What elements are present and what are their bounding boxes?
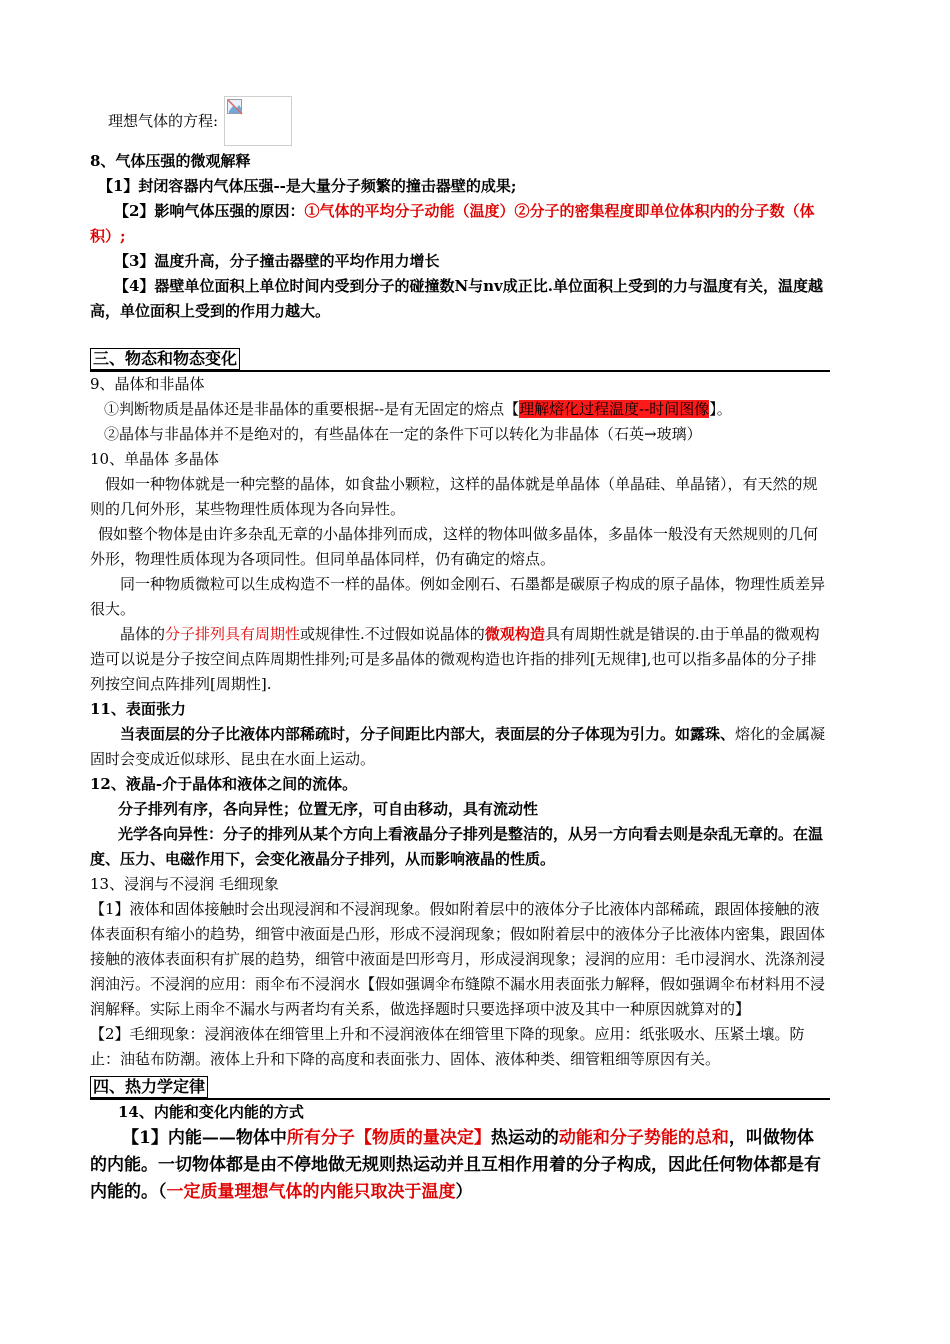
section-14-p1-red3: 一定质量理想气体的内能只取决于温度 xyxy=(166,1182,456,1202)
section-9-p1-b: 】。 xyxy=(709,400,732,418)
section-12-p1: 分子排列有序，各向异性；位置无序，可自由移动，具有流动性 xyxy=(118,800,539,818)
section-10-p4-red2: 微观构造 xyxy=(484,625,545,643)
section-9-p1-highlight: 理解熔化过程温度--时间图像 xyxy=(519,400,710,418)
section-10-p2: 假如整个物体是由许多杂乱无章的小晶体排列而成，这样的物体叫做多晶体，多晶体一般没有天然规则的几何外形，物理性质体现为各项同性。但同单晶体同样，仍有确定的熔点。 xyxy=(90,525,819,568)
document-page xyxy=(90,95,830,1206)
section-8-p2-red: ①气体的平均分子动能（温度）②分子的密集程度即单位体积内的分子数（体积）; xyxy=(90,202,815,245)
broken-image-icon xyxy=(224,96,292,146)
section-8-p1: 【1】封闭容器内气体压强--是大量分子频繁的撞击器壁的成果; xyxy=(98,177,517,195)
section-13-p2: 【2】毛细现象：浸润液体在细管里上升和不浸润液体在细管里下降的现象。应用：纸张吸水、压紧土壤。防止：油毡布防潮。液体上升和下降的高度和表面张力、固体、液体种类、细管粗细等原因有关。 xyxy=(90,1025,805,1068)
section-10-p1: 假如一种物体就是一种完整的晶体，如食盐小颗粒，这样的晶体就是单晶体（单晶硅、单晶锗），有天然的规则的几何外形，某些物理性质体现为各向异性。 xyxy=(90,475,818,518)
section-14-p1-a: 【1】内能——物体中 xyxy=(122,1128,287,1148)
section-10-title: 10、单晶体 多晶体 xyxy=(90,450,219,468)
section-12-title: 12、液晶-介于晶体和液体之间的流体。 xyxy=(90,775,358,793)
heading-3-row xyxy=(90,346,830,372)
section-9-title: 9、晶体和非晶体 xyxy=(90,375,205,393)
section-14-p1-b: 热运动的 xyxy=(490,1128,559,1148)
section-13-title: 13、浸润与不浸润 毛细现象 xyxy=(90,875,279,893)
section-9-p1-a: ①判断物质是晶体还是非晶体的重要根据--是有无固定的熔点【 xyxy=(104,400,520,418)
section-9-p2: ②晶体与非晶体并不是绝对的，有些晶体在一定的条件下可以转化为非晶体（石英→玻璃） xyxy=(104,425,702,443)
section-11-p1-rest: 熔化的金属凝固时会变成近似球形、昆虫在水面上运动。 xyxy=(90,725,826,768)
section-14-p1-red1: 所有分子【物质的量决定】 xyxy=(286,1128,491,1148)
section-14-p1-d: ） xyxy=(455,1182,473,1202)
section-14-p1 xyxy=(90,1125,830,1206)
section-8-p4: 【4】器壁单位面积上单位时间内受到分子的碰撞数N与nv成正比.单位面积上受到的力与温度有关，温度越高，单位面积上受到的作用力越大。 xyxy=(90,277,823,320)
section-14-p1-red2: 动能和分子势能的总和 xyxy=(558,1128,729,1148)
section-11-title: 11、表面张力 xyxy=(90,700,186,718)
section-11-p1-bold: 当表面层的分子比液体内部稀疏时，分子间距比内部大，表面层的分子体现为引力。如露珠、 xyxy=(120,725,736,743)
section-8-title: 8、气体压强的微观解释 xyxy=(90,152,251,170)
section-10-p4-red1: 分子排列具有周期性 xyxy=(165,625,301,643)
section-12-p2: 光学各向异性：分子的排列从某个方向上看液晶分子排列是整洁的，从另一方向看去则是杂乱无章的。在温度、压力、电磁作用下，会变化液晶分子排列，从而影响液晶的性质。 xyxy=(90,825,824,868)
ideal-gas-label: 理想气体的方程: xyxy=(108,111,219,130)
heading-4: 四、热力学定律 xyxy=(90,1076,208,1098)
heading-4-row xyxy=(90,1074,830,1100)
section-14-p1-c: ，叫做物体的内能。一切物体都是由不停地做无规则热运动并且互相作用着的分子构成，因此任何物体都是有内能的。（ xyxy=(90,1128,821,1202)
section-10-p3: 同一种物质微粒可以生成构造不一样的晶体。例如金刚石、石墨都是碳原子构成的原子晶体，物理性质差异很大。 xyxy=(90,575,826,618)
section-8-p3: 【3】温度升高，分子撞击器壁的平均作用力增长 xyxy=(114,252,440,270)
section-13-p1: 【1】液体和固体接触时会出现浸润和不浸润现象。假如附着层中的液体分子比液体内部稀疏，跟固体接触的液体表面积有缩小的趋势，细管中液面是凸形，形成不浸润现象；假如附着层中的液体分子比液体内密集，跟固体接触的液体表面积有扩展的趋势，细管中液面是凹形弯月，形成浸润现象；浸润的应用：毛巾浸润水、洗涤剂浸润油污。不浸润的应用：雨伞布不浸润水【假如强调伞布缝隙不漏水用表面张力解释，假如强调伞布材料用不浸润解释。实际上雨伞不漏水与两者均有关系，做选择题时只要选择项中波及其中一种原因就算对的】 xyxy=(90,900,826,1018)
section-10-p4-b: 或规律性.不过假如说晶体的 xyxy=(300,625,485,643)
section-8-p2-prefix: 【2】影响气体压强的原因： xyxy=(114,202,305,220)
section-9-p1 xyxy=(104,397,830,422)
section-14-title: 14、内能和变化内能的方式 xyxy=(118,1103,304,1121)
section-10-p4 xyxy=(90,622,830,697)
heading-3: 三、物态和物态变化 xyxy=(90,348,240,370)
section-8-p2 xyxy=(90,199,830,249)
ideal-gas-row xyxy=(108,95,830,147)
section-10-p4-a: 晶体的 xyxy=(120,625,166,643)
section-11-p1 xyxy=(90,722,830,772)
section-10-p4-c: 具有周期性就是错误的.由于单晶的微观构造可以说是分子按空间点阵周期性排列;可是多晶体的微观构造也许指的排列[无规律],也可以指多晶体的分子排列按空间点阵排列[周期性]. xyxy=(90,625,820,693)
